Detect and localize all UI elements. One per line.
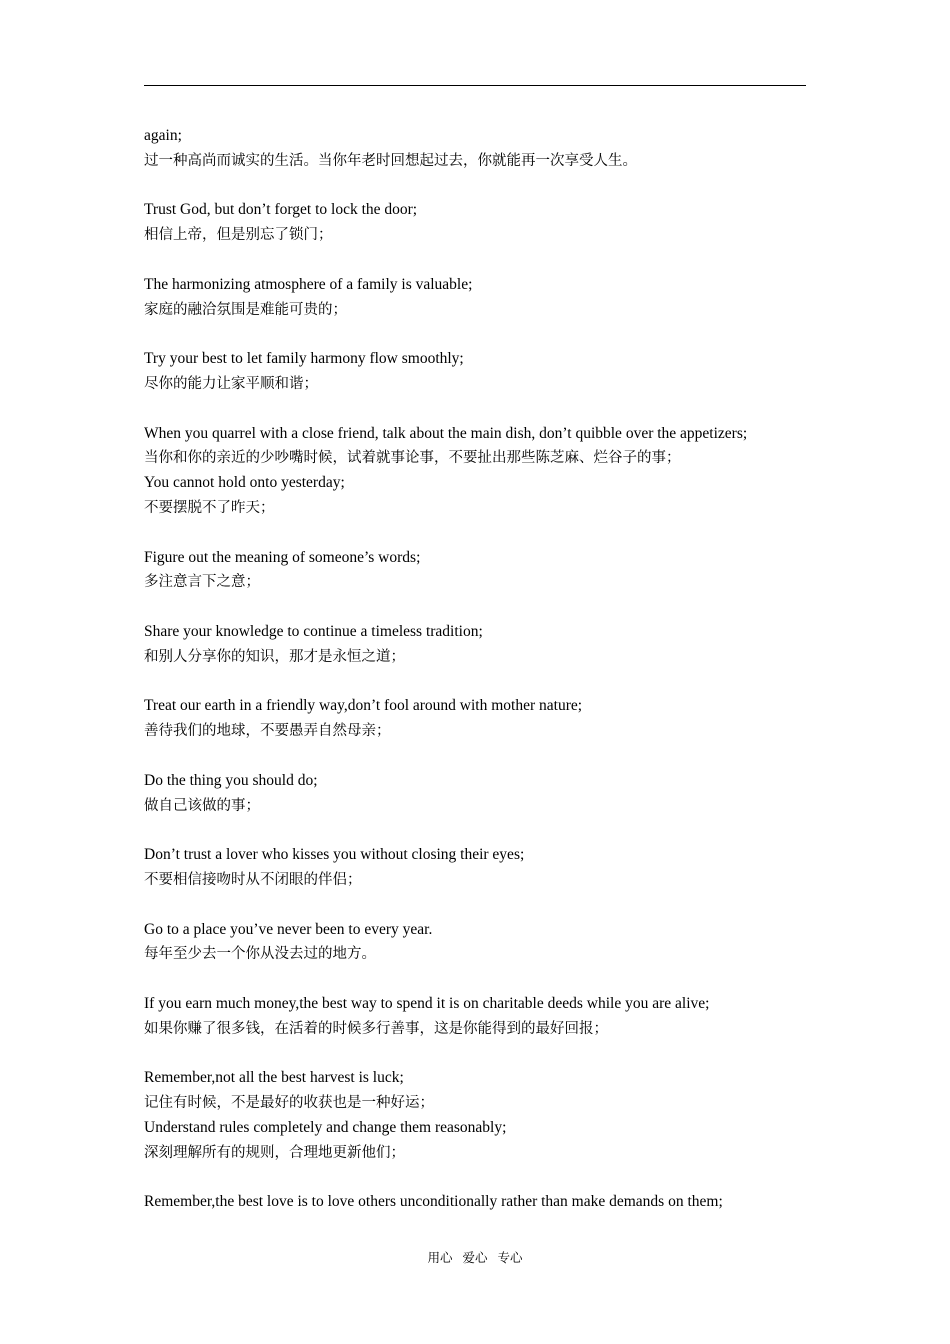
paragraph-spacer [144,595,824,620]
english-proverb-line: When you quarrel with a close friend, talk about the main dish, don’t quibble over the appetizers; [144,424,748,442]
paragraph-spacer [144,174,824,199]
english-proverb-line: again; [144,127,182,144]
page-footer: 用心 爱心 专心 [427,1250,523,1265]
english-proverb-line: Try your best to let family harmony flow smoothly; [144,350,464,368]
english-proverb-line: Do the thing you should do; [144,771,318,789]
chinese-translation-line: 不要相信接吻时从不闭眼的伴侣； [144,871,362,888]
chinese-translation-line: 深刻理解所有的规则，合理地更新他们； [144,1144,405,1161]
chinese-translation-line: 家庭的融洽氛围是难能可贵的； [144,301,347,318]
english-proverb-line: Figure out the meaning of someone’s words; [144,548,421,566]
paragraph-spacer [144,1165,824,1190]
english-proverb-line: Treat our earth in a friendly way,don’t fool around with mother nature; [144,697,583,715]
english-proverb-line: Remember,the best love is to love others unconditionally rather than make demands on them; [144,1193,723,1211]
english-proverb-line: Go to a place you’ve never been to every year. [144,920,433,938]
chinese-translation-line: 每年至少去一个你从没去过的地方。 [144,946,376,963]
paragraph-spacer [144,818,824,843]
paragraph-spacer [144,670,824,695]
paragraph-spacer [144,322,824,347]
chinese-translation-line: 不要摆脱不了昨天； [144,499,275,516]
chinese-translation-line: 相信上帝，但是别忘了锁门； [144,227,333,244]
chinese-translation-line: 记住有时候，不是最好的收获也是一种好运； [144,1095,434,1112]
chinese-translation-line: 和别人分享你的知识，那才是永恒之道； [144,648,405,665]
paragraph-spacer [144,744,824,769]
english-proverb-line: Trust God, but don’t forget to lock the door; [144,201,418,219]
english-proverb-line: Remember,not all the best harvest is luck; [144,1069,404,1087]
english-proverb-line: Understand rules completely and change them reasonably; [144,1118,507,1136]
paragraph-spacer [144,397,824,422]
paragraph-spacer [144,967,824,992]
english-proverb-line: Don’t trust a lover who kisses you without closing their eyes; [144,846,525,864]
document-body [144,124,824,1215]
paragraph-spacer [144,248,824,273]
paragraph-spacer [144,893,824,918]
english-proverb-line: You cannot hold onto yesterday; [144,474,345,492]
english-proverb-line: Share your knowledge to continue a timeless tradition; [144,622,483,640]
paragraph-spacer [144,521,824,546]
header-rule [144,85,806,86]
chinese-translation-line: 尽你的能力让家平顺和谐； [144,375,318,392]
chinese-translation-line: 过一种高尚而诚实的生活。当你年老时回想起过去，你就能再一次享受人生。 [144,152,637,169]
chinese-translation-line: 善待我们的地球，不要愚弄自然母亲； [144,723,391,740]
chinese-translation-line: 当你和你的亲近的少吵嘴时候，试着就事论事，不要扯出那些陈芝麻、烂谷子的事； [144,450,681,467]
chinese-translation-line: 多注意言下之意； [144,574,260,591]
english-proverb-line: If you earn much money,the best way to spend it is on charitable deeds while you are alive; [144,994,710,1012]
chinese-translation-line: 如果你赚了很多钱，在活着的时候多行善事，这是你能得到的最好回报； [144,1020,608,1037]
paragraph-spacer [144,1041,824,1066]
english-proverb-line: The harmonizing atmosphere of a family is valuable; [144,275,473,293]
chinese-translation-line: 做自己该做的事； [144,797,260,814]
